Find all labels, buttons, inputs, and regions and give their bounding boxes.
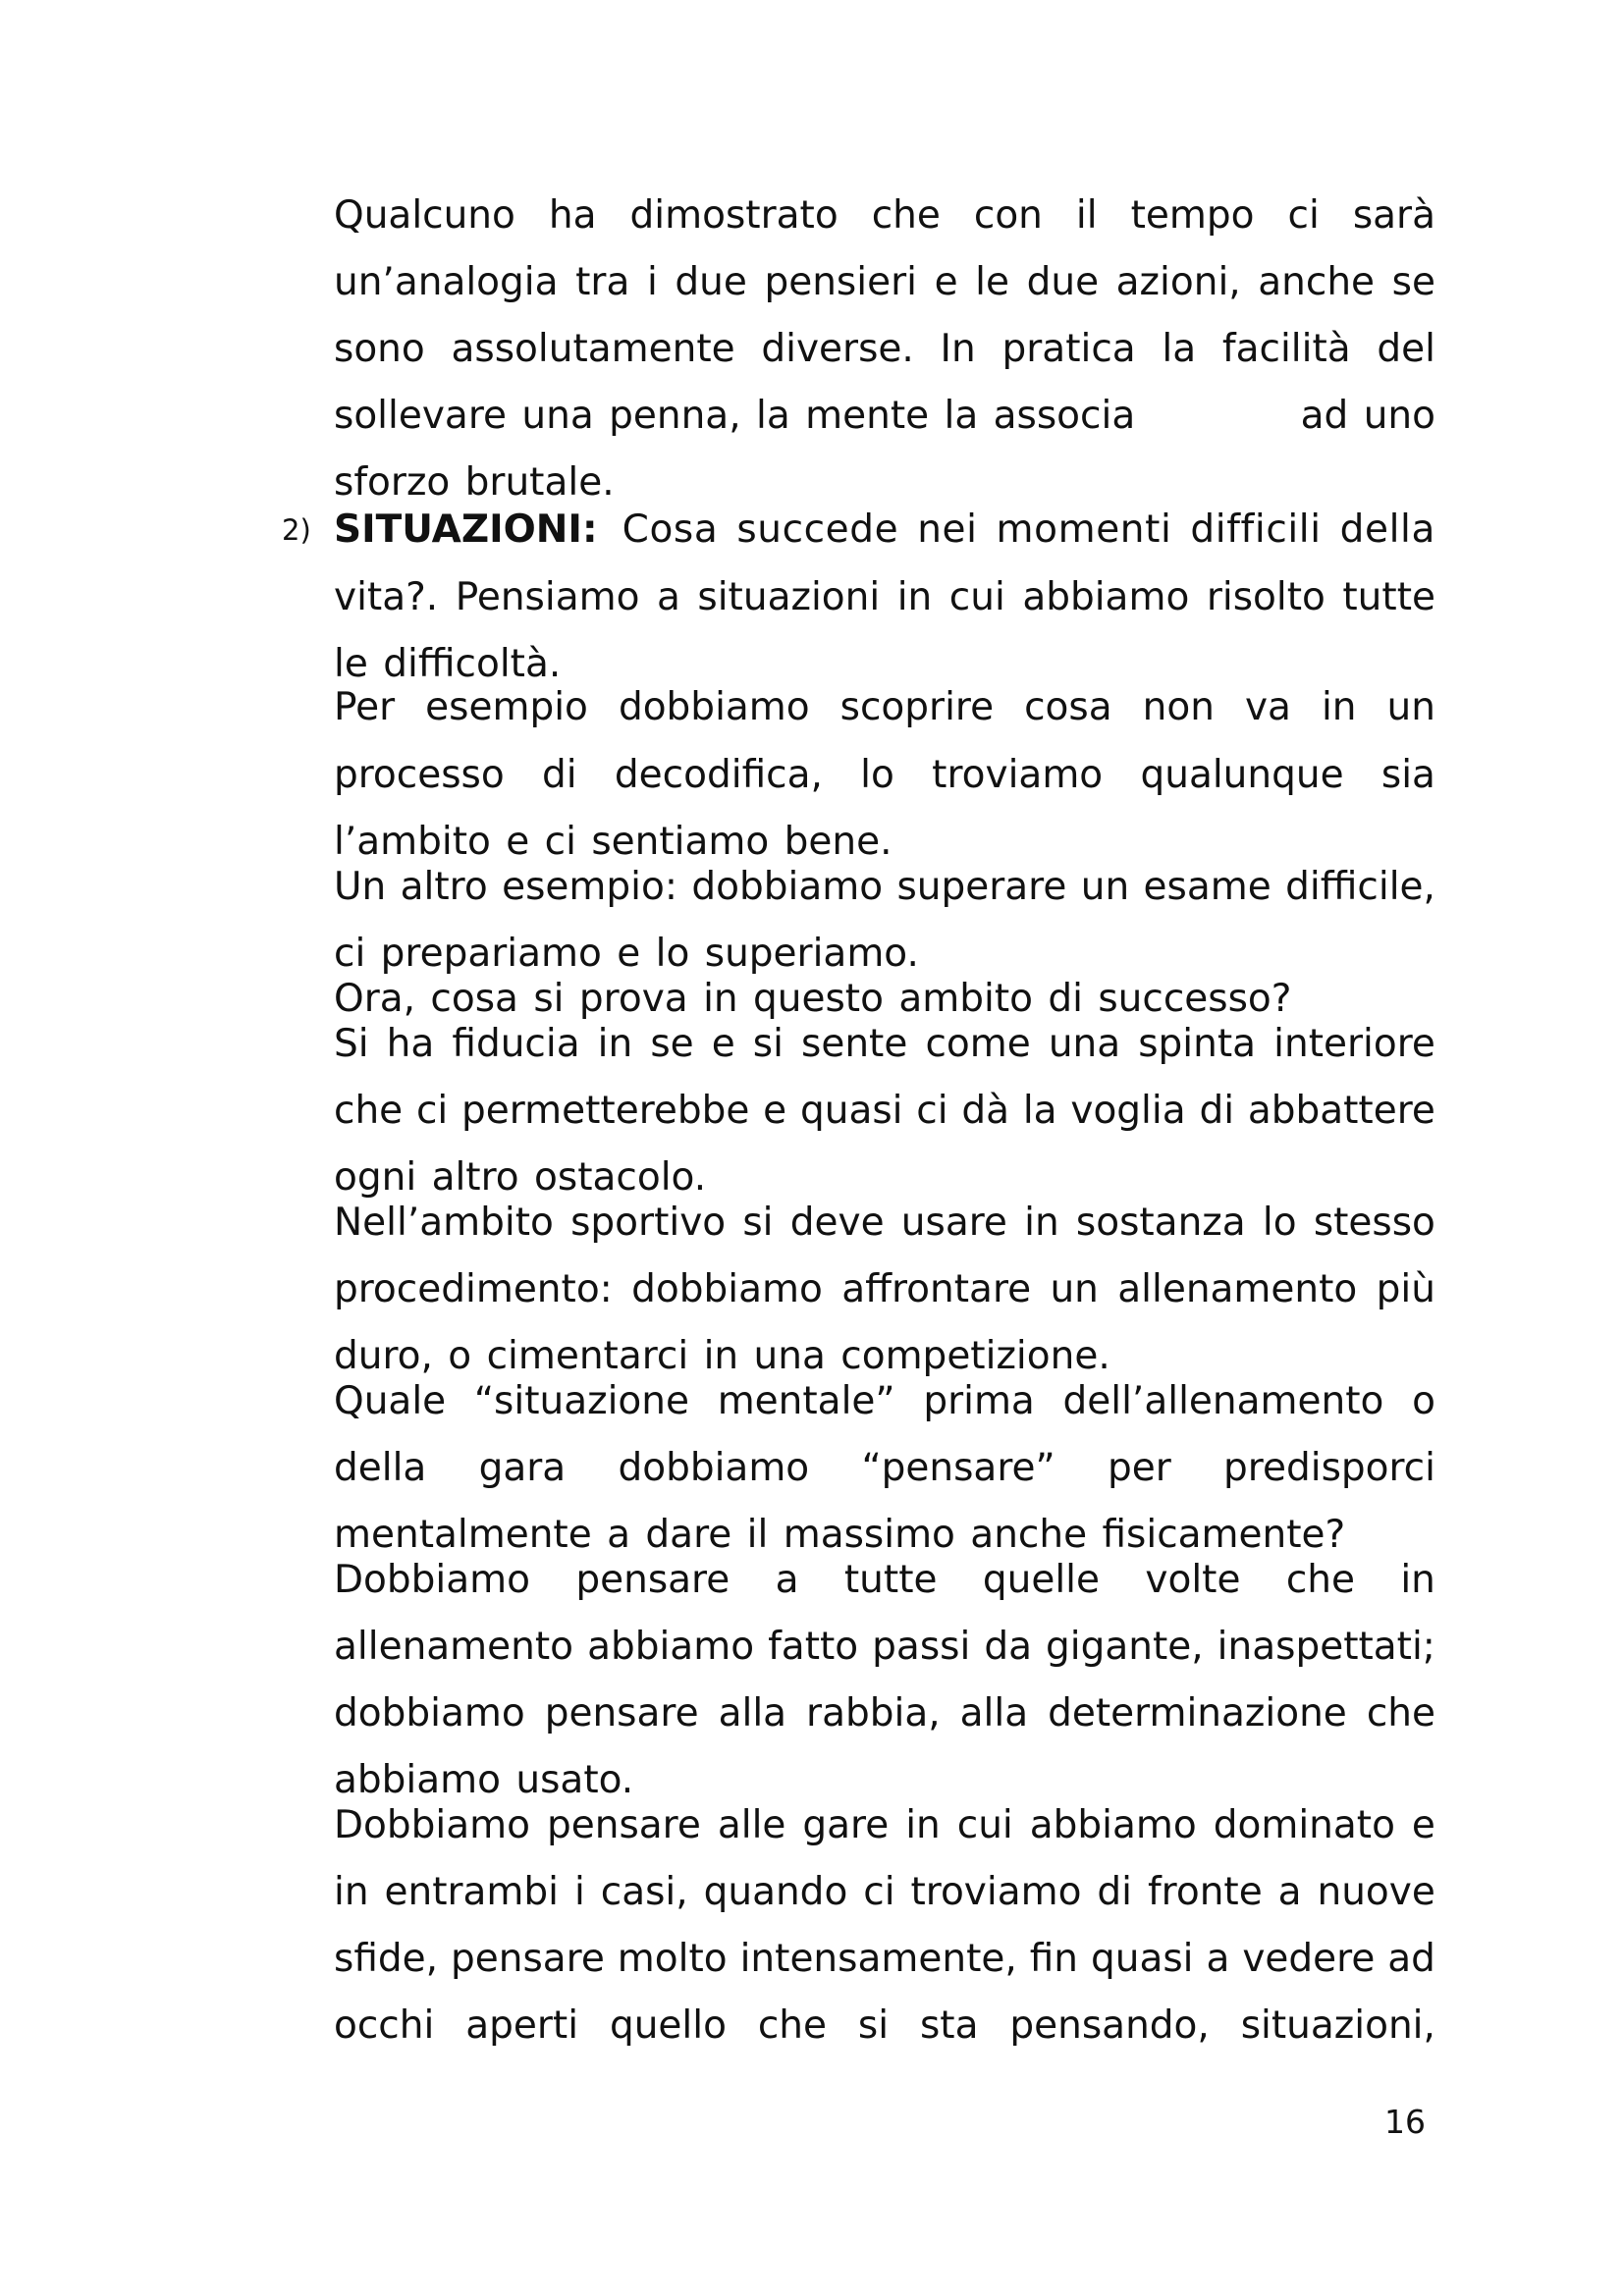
text-line [334, 192, 1435, 240]
word: nuove [1317, 1870, 1435, 1914]
word: sportivo [570, 1201, 727, 1245]
word: che [1366, 1691, 1435, 1735]
word: lo [860, 753, 894, 797]
word: sente [801, 1022, 908, 1066]
word: cui [956, 1803, 1013, 1847]
word: e [934, 260, 958, 304]
word: abbiamo [1022, 575, 1190, 619]
word: ci [916, 1089, 948, 1133]
word: per [1107, 1446, 1171, 1490]
word: situazioni [697, 575, 881, 619]
text-line: Ora, cosa si prova in questo ambito di successo? [334, 977, 1292, 1021]
word: quando [703, 1870, 848, 1914]
word: che [334, 1089, 404, 1133]
word: fin [1029, 1937, 1079, 1981]
word: fatto [768, 1625, 859, 1669]
word: inaspettati; [1217, 1625, 1435, 1669]
word: quelle [982, 1558, 1100, 1602]
word: voglia [1070, 1089, 1186, 1133]
word: diverse. [761, 327, 914, 371]
word: abbattere [1247, 1089, 1435, 1133]
word: in [597, 1022, 633, 1066]
word: spinta [1138, 1022, 1257, 1066]
text-line: l’ambito e ci sentiamo bene. [334, 820, 893, 864]
word: pensare [575, 1558, 730, 1602]
word: va [1244, 685, 1291, 729]
word: in [1321, 685, 1357, 729]
text-line: le difficoltà. [334, 642, 562, 686]
text-line [334, 1802, 1435, 1849]
word: deve [789, 1201, 885, 1245]
word: permetterebbe [461, 1089, 750, 1133]
word: gare [802, 1803, 890, 1847]
word: da [984, 1625, 1032, 1669]
word: la [1162, 327, 1197, 371]
text-line [334, 864, 1435, 911]
word: un [1080, 865, 1130, 909]
word: e [763, 1089, 787, 1133]
word: con [973, 193, 1043, 238]
word: mentale” [717, 1379, 895, 1423]
word: Si [334, 1022, 369, 1066]
word: azioni, [1115, 260, 1241, 304]
word: come [925, 1022, 1031, 1066]
word: alla [959, 1691, 1029, 1735]
word: in [905, 1803, 941, 1847]
word: ci [415, 1089, 449, 1133]
word: passi [872, 1625, 971, 1669]
word: di [542, 753, 577, 797]
word: se [1391, 260, 1435, 304]
word: in [896, 575, 933, 619]
word: dobbiamo [618, 1446, 810, 1490]
word: a [775, 1558, 799, 1602]
text-line: abbiamo usato. [334, 1758, 634, 1802]
word: ha [548, 193, 597, 238]
word: interiore [1273, 1022, 1435, 1066]
text-fragment: sollevare una penna, la mente la associa [334, 394, 1136, 438]
word: In [940, 327, 976, 371]
word: si [857, 2003, 890, 2048]
word: sfide, [334, 1937, 439, 1981]
text-line: sforzo brutale. [334, 460, 615, 505]
word: entrambi [384, 1870, 560, 1914]
word: quasi [1090, 1937, 1194, 1981]
word: pensando, [1009, 2003, 1210, 2048]
word: processo [334, 753, 505, 797]
word: lo [1262, 1201, 1297, 1245]
word: anche [1258, 260, 1376, 304]
word: e [1411, 1803, 1435, 1847]
word: usare [900, 1201, 1007, 1245]
word: “pensare” [861, 1446, 1055, 1490]
word: allenamento [334, 1625, 574, 1669]
word: predisporci [1223, 1446, 1435, 1490]
word: dell’allenamento [1062, 1379, 1384, 1423]
word: i [646, 260, 658, 304]
word: a [1277, 1870, 1302, 1914]
word: in [1400, 1558, 1435, 1602]
text-line [334, 326, 1435, 373]
section-heading: SITUAZIONI: [334, 507, 598, 552]
word: dobbiamo [334, 1691, 525, 1735]
word: della [334, 1446, 427, 1490]
word: determinazione [1048, 1691, 1347, 1735]
word: quasi [799, 1089, 903, 1133]
word: facilità [1221, 327, 1351, 371]
text-line [334, 1869, 1435, 1916]
word: pensare [546, 1803, 701, 1847]
word: due [1026, 260, 1100, 304]
word: la [1022, 1089, 1057, 1133]
word: gigante, [1046, 1625, 1204, 1669]
word: dobbiamo [618, 685, 810, 729]
word: se [650, 1022, 694, 1066]
word: dobbiamo [631, 1267, 823, 1311]
word: decodifica, [614, 753, 823, 797]
list-item-heading-line [334, 507, 1435, 554]
word: un’analogia [334, 260, 559, 304]
word: si [752, 1022, 784, 1066]
word: alle [717, 1803, 786, 1847]
word: tutte [843, 1558, 938, 1602]
word: due [675, 260, 747, 304]
word: Per [334, 685, 396, 729]
word: sostanza [1075, 1201, 1246, 1245]
text-line [334, 1021, 1435, 1068]
word: sono [334, 327, 425, 371]
word: molto [617, 1937, 728, 1981]
text-line [334, 1378, 1435, 1425]
word: pratica [1001, 327, 1136, 371]
word: più [1376, 1267, 1435, 1311]
text-fragment: Cosa succede nei momenti difficili della [622, 507, 1435, 552]
word: gara [478, 1446, 567, 1490]
word: non [1142, 685, 1215, 729]
word: alla [718, 1691, 787, 1735]
word: tra [575, 260, 630, 304]
word: le [975, 260, 1009, 304]
word: difficile, [1285, 865, 1435, 909]
text-line [334, 1557, 1435, 1604]
word: casi, [600, 1870, 688, 1914]
word: affrontare [841, 1267, 1032, 1311]
text-line [334, 1690, 1435, 1737]
word: aperti [465, 2003, 579, 2048]
word: prima [923, 1379, 1035, 1423]
list-number: 2) [282, 513, 311, 547]
word: intensamente, [739, 1937, 1017, 1981]
text-line [334, 259, 1435, 306]
word: di [1097, 1870, 1132, 1914]
word: Pensiamo [455, 575, 640, 619]
word: esempio: [502, 865, 677, 909]
word: troviamo [910, 1870, 1082, 1914]
word: Dobbiamo [334, 1558, 530, 1602]
word: una [1048, 1022, 1121, 1066]
word: risolto [1206, 575, 1325, 619]
word: pensare [450, 1937, 605, 1981]
word: del [1377, 327, 1435, 371]
word: in [1024, 1201, 1059, 1245]
word: a [1206, 1937, 1230, 1981]
word: e [711, 1022, 735, 1066]
word: occhi [334, 2003, 435, 2048]
text-line: mentalmente a dare il massimo anche fisicamente? [334, 1513, 1346, 1557]
word: pensare [544, 1691, 699, 1735]
text-line [334, 393, 1435, 440]
word: il [1075, 193, 1098, 238]
word: cui [948, 575, 1005, 619]
text-line [334, 1266, 1435, 1313]
word: troviamo [932, 753, 1104, 797]
word: vedere [1242, 1937, 1376, 1981]
word: o [1412, 1379, 1435, 1423]
word: ci [863, 1870, 895, 1914]
word: sia [1380, 753, 1435, 797]
text-line [334, 1088, 1435, 1135]
word: ad [1387, 1937, 1435, 1981]
word: dà [961, 1089, 1010, 1133]
word: dimostrato [629, 193, 839, 238]
word: “situazione [473, 1379, 689, 1423]
text-line [334, 1445, 1435, 1492]
text-line [334, 1936, 1435, 1983]
word: scoprire [839, 685, 995, 729]
word: allenamento [1117, 1267, 1358, 1311]
word: assolutamente [451, 327, 735, 371]
word: ha [386, 1022, 435, 1066]
word: fronte [1147, 1870, 1263, 1914]
word: tempo [1130, 193, 1255, 238]
word: altro [400, 865, 488, 909]
word: abbiamo [587, 1625, 755, 1669]
word: Nell’ambito [334, 1201, 554, 1245]
text-line: ogni altro ostacolo. [334, 1155, 707, 1200]
word: abbiamo [1029, 1803, 1197, 1847]
word: ci [1287, 193, 1320, 238]
word: sta [919, 2003, 979, 2048]
word: superare [896, 865, 1067, 909]
word: volte [1145, 1558, 1241, 1602]
word: pensieri [764, 260, 917, 304]
word: dominato [1213, 1803, 1395, 1847]
word: cosa [1024, 685, 1112, 729]
word: rabbia, [806, 1691, 941, 1735]
word: che [1285, 1558, 1355, 1602]
word: dobbiamo [691, 865, 884, 909]
word: Quale [334, 1379, 447, 1423]
text-line [334, 684, 1435, 731]
word: tutte [1342, 575, 1435, 619]
word: vita?. [334, 575, 439, 619]
page-number: 16 [1384, 2103, 1426, 2141]
word: situazioni, [1240, 2003, 1435, 2048]
word: che [757, 2003, 827, 2048]
word: Un [334, 865, 387, 909]
word: stesso [1313, 1201, 1435, 1245]
word: fiducia [452, 1022, 580, 1066]
text-line [334, 752, 1435, 799]
text-line: ci prepariamo e lo superiamo. [334, 932, 919, 976]
word: un [1050, 1267, 1099, 1311]
text-line: duro, o cimentarci in una competizione. [334, 1334, 1110, 1378]
word: Dobbiamo [334, 1803, 530, 1847]
word: esempio [425, 685, 588, 729]
word: si [742, 1201, 774, 1245]
text-line [334, 574, 1435, 621]
word: che [871, 193, 941, 238]
word: procedimento: [334, 1267, 613, 1311]
word: sarà [1352, 193, 1435, 238]
text-line [334, 2002, 1435, 2050]
text-line [334, 1200, 1435, 1247]
word: qualunque [1140, 753, 1344, 797]
text-fragment: ad uno [1300, 394, 1435, 438]
text-line [334, 1624, 1435, 1671]
word: esame [1143, 865, 1271, 909]
word: Qualcuno [334, 193, 515, 238]
word: in [334, 1870, 369, 1914]
word: i [573, 1870, 585, 1914]
word: quello [609, 2003, 727, 2048]
word: un [1386, 685, 1435, 729]
word: di [1199, 1089, 1235, 1133]
word: a [656, 575, 680, 619]
